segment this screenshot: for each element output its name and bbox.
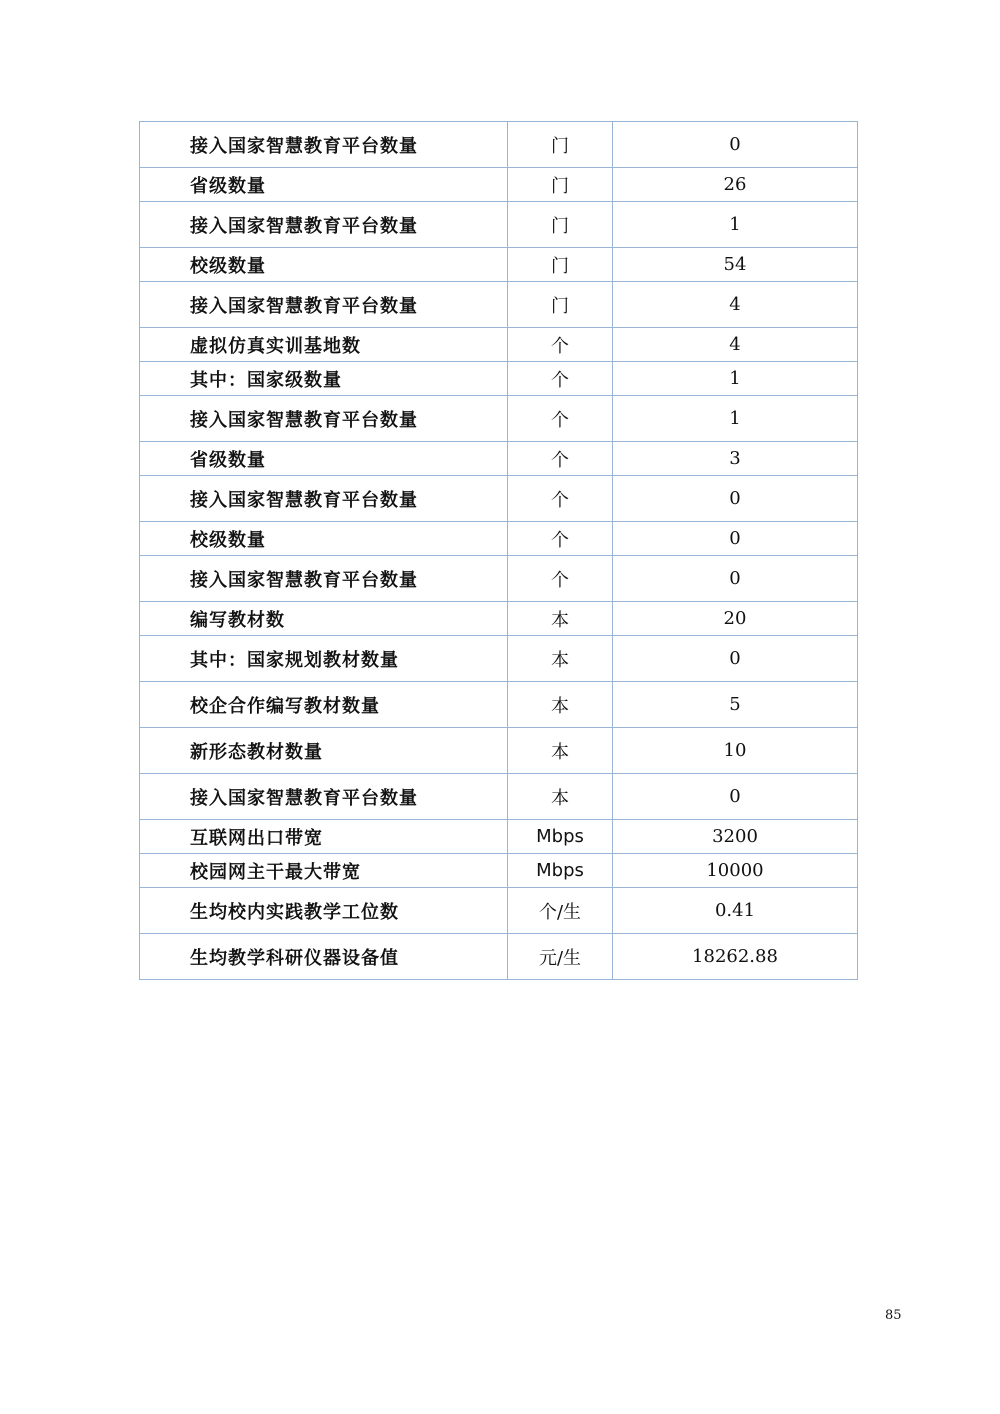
table-row [140, 442, 858, 476]
row-name-cell: 接入国家智慧教育平台数量 [140, 202, 508, 248]
table-row [140, 636, 858, 682]
row-unit-cell: 个 [508, 442, 613, 476]
table-row [140, 556, 858, 602]
row-value-cell: 0 [613, 556, 858, 602]
row-value-cell: 3200 [613, 820, 858, 854]
row-name-cell: 校企合作编写教材数量 [140, 682, 508, 728]
row-unit-cell: 个 [508, 556, 613, 602]
table-row [140, 854, 858, 888]
table-row [140, 820, 858, 854]
table-row [140, 774, 858, 820]
row-name-cell: 校园网主干最大带宽 [140, 854, 508, 888]
row-name-cell: 接入国家智慧教育平台数量 [140, 476, 508, 522]
row-name-cell: 生均教学科研仪器设备值 [140, 934, 508, 980]
row-name-cell: 校级数量 [140, 248, 508, 282]
row-unit-cell: 门 [508, 168, 613, 202]
row-name-cell: 接入国家智慧教育平台数量 [140, 774, 508, 820]
row-value-cell: 5 [613, 682, 858, 728]
row-name-cell: 省级数量 [140, 168, 508, 202]
row-name-cell: 省级数量 [140, 442, 508, 476]
row-value-cell: 10000 [613, 854, 858, 888]
table-row [140, 934, 858, 980]
row-value-cell: 20 [613, 602, 858, 636]
row-value-cell: 54 [613, 248, 858, 282]
table-row [140, 362, 858, 396]
row-value-cell: 3 [613, 442, 858, 476]
table-row [140, 168, 858, 202]
row-name-cell: 校级数量 [140, 522, 508, 556]
row-value-cell: 0.41 [613, 888, 858, 934]
table-row [140, 122, 858, 168]
table-row [140, 396, 858, 442]
table-row [140, 682, 858, 728]
row-unit-cell: 门 [508, 202, 613, 248]
table-row [140, 522, 858, 556]
table-row [140, 476, 858, 522]
table-row [140, 202, 858, 248]
table-row [140, 888, 858, 934]
row-unit-cell: 本 [508, 774, 613, 820]
row-name-cell: 虚拟仿真实训基地数 [140, 328, 508, 362]
row-value-cell: 4 [613, 282, 858, 328]
row-value-cell: 1 [613, 396, 858, 442]
row-name-cell: 新形态教材数量 [140, 728, 508, 774]
table-row [140, 248, 858, 282]
table-row [140, 328, 858, 362]
table-body [140, 122, 858, 980]
row-name-cell: 生均校内实践教学工位数 [140, 888, 508, 934]
row-unit-cell: 门 [508, 282, 613, 328]
row-unit-cell: 本 [508, 682, 613, 728]
row-unit-cell: 门 [508, 122, 613, 168]
row-name-cell: 互联网出口带宽 [140, 820, 508, 854]
row-value-cell: 0 [613, 522, 858, 556]
row-value-cell: 0 [613, 122, 858, 168]
row-unit-cell: Mbps [508, 854, 613, 888]
row-name-cell: 接入国家智慧教育平台数量 [140, 282, 508, 328]
row-unit-cell: 个 [508, 522, 613, 556]
row-value-cell: 1 [613, 202, 858, 248]
row-unit-cell: 本 [508, 602, 613, 636]
data-table [139, 121, 858, 980]
row-unit-cell: 个 [508, 328, 613, 362]
row-value-cell: 10 [613, 728, 858, 774]
row-name-cell: 接入国家智慧教育平台数量 [140, 556, 508, 602]
row-name-cell: 接入国家智慧教育平台数量 [140, 122, 508, 168]
row-value-cell: 18262.88 [613, 934, 858, 980]
page-number: 85 [885, 1308, 902, 1323]
table-row [140, 728, 858, 774]
row-unit-cell: 个/生 [508, 888, 613, 934]
row-unit-cell: 个 [508, 396, 613, 442]
row-unit-cell: Mbps [508, 820, 613, 854]
row-value-cell: 1 [613, 362, 858, 396]
row-value-cell: 26 [613, 168, 858, 202]
row-unit-cell: 本 [508, 728, 613, 774]
row-value-cell: 0 [613, 774, 858, 820]
row-name-cell: 其中：国家级数量 [140, 362, 508, 396]
row-name-cell: 接入国家智慧教育平台数量 [140, 396, 508, 442]
row-unit-cell: 个 [508, 476, 613, 522]
row-name-cell: 其中：国家规划教材数量 [140, 636, 508, 682]
row-name-cell: 编写教材数 [140, 602, 508, 636]
table-row [140, 282, 858, 328]
row-value-cell: 4 [613, 328, 858, 362]
row-unit-cell: 门 [508, 248, 613, 282]
row-value-cell: 0 [613, 476, 858, 522]
row-unit-cell: 本 [508, 636, 613, 682]
row-unit-cell: 元/生 [508, 934, 613, 980]
row-unit-cell: 个 [508, 362, 613, 396]
table-row [140, 602, 858, 636]
row-value-cell: 0 [613, 636, 858, 682]
